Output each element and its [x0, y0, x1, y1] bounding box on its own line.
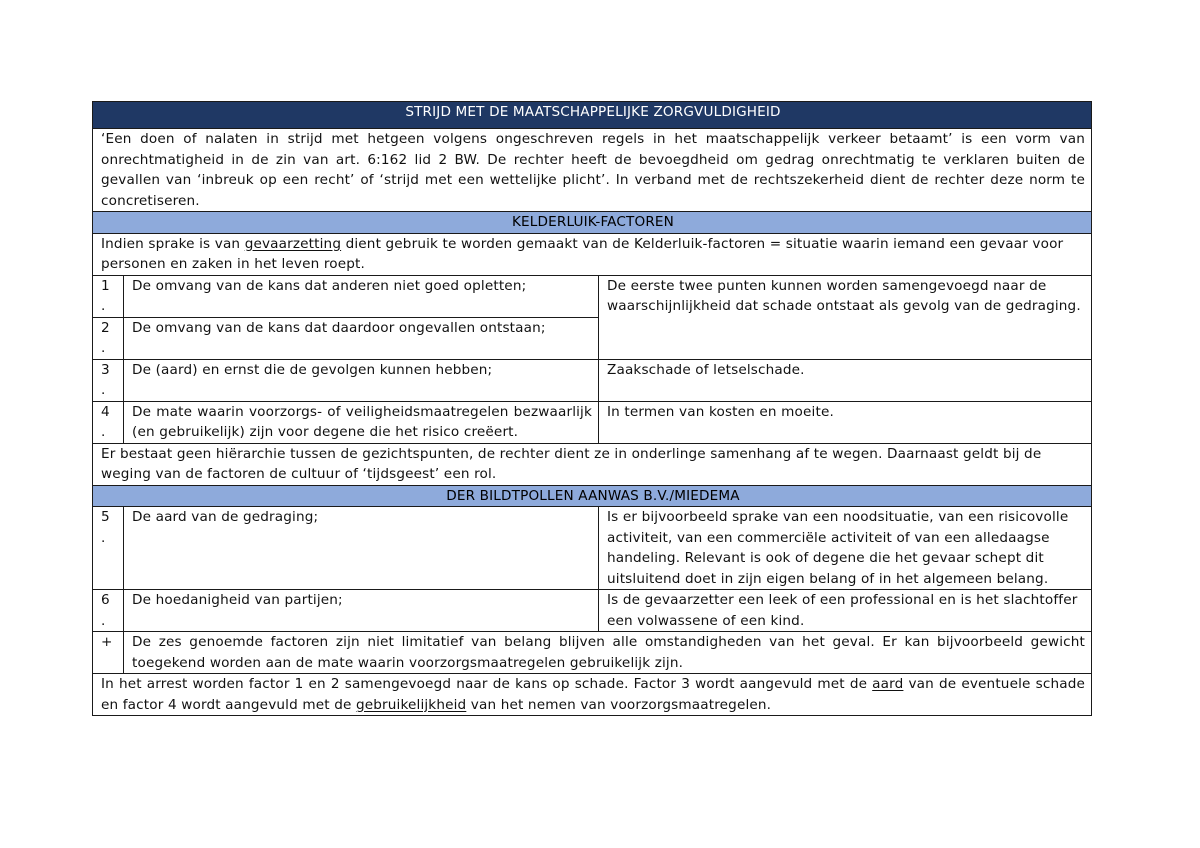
kelderluik-intro-row [93, 233, 1092, 275]
kelderluik-intro-text: Indien sprake is van gevaarzetting dient gebruik te worden gemaakt van de Kelderluik-factoren = situatie waarin iemand een gevaar voor personen en zaken in het leven roept. [93, 233, 1092, 275]
arrest-text: In het arrest worden factor 1 en 2 samengevoegd naar de kans op schade. Factor 3 wordt aangevuld met de aard van de eventuele schade en factor 4 wordt aangevuld met de gebruikelijkheid van het nemen van voorzorgsmaatregelen. [93, 674, 1092, 716]
factor-text: De omvang van de kans dat daardoor ongevallen ontstaan; [124, 317, 599, 359]
section-header-main: STRIJD MET DE MAATSCHAPPELIJKE ZORGVULDIGHEID [93, 102, 1092, 129]
factor-number: 6 . [93, 590, 124, 632]
factor-text: De hoedanigheid van partijen; [124, 590, 599, 632]
factor-note: Zaakschade of letselschade. [599, 359, 1092, 401]
factor-number: 3 . [93, 359, 124, 401]
factor-note: De eerste twee punten kunnen worden samengevoegd naar de waarschijnlijkheid dat schade ontstaat als gevolg van de gedraging. [599, 275, 1092, 359]
factor-number: 1 . [93, 275, 124, 317]
header-row-bildtpollen [93, 485, 1092, 507]
intro-text: ‘Een doen of nalaten in strijd met hetgeen volgens ongeschreven regels in het maatschappelijk verkeer betaamt’ is een vorm van onrechtmatigheid in de zin van art. 6:162 lid 2 BW. De rechter heeft de bevoegdheid om gedrag onrechtmatig te verklaren buiten de gevallen van ‘inbreuk op een recht’ of ‘strijd met een wettelijke plicht’. In verband met de rechtszekerheid dient de rechter deze norm te concretiseren. [93, 129, 1092, 212]
factor-text: De mate waarin voorzorgs- of veiligheidsmaatregelen bezwaarlijk (en gebruikelijk) zijn voor degene die het risico creëert. [124, 401, 599, 443]
factor-row [93, 507, 1092, 590]
factor-note: Is er bijvoorbeeld sprake van een noodsituatie, van een risicovolle activiteit, van een commerciële activiteit of van een alledaagse handeling. Relevant is ook of degene die het gevaar schept dit uitsluitend doet in zijn eigen belang of in het algemeen belang. [599, 507, 1092, 590]
section-header-bildtpollen: DER BILDTPOLLEN AANWAS B.V./MIEDEMA [93, 485, 1092, 507]
factor-note: Is de gevaarzetter een leek of een professional en is het slachtoffer een volwassene of een kind. [599, 590, 1092, 632]
hierarchy-text: Er bestaat geen hiërarchie tussen de gezichtspunten, de rechter dient ze in onderlinge samenhang af te wegen. Daarnaast geldt bij de weging van de factoren de cultuur of ‘tijdsgeest’ een rol. [93, 443, 1092, 485]
hierarchy-row [93, 443, 1092, 485]
plus-text: De zes genoemde factoren zijn niet limitatief van belang blijven alle omstandigheden van het geval. Er kan bijvoorbeeld gewicht toegekend worden aan de mate waarin voorzorgsmaatregelen gebruikelijk zijn. [124, 632, 1092, 674]
plus-row [93, 632, 1092, 674]
factor-row [93, 590, 1092, 632]
arrest-row [93, 674, 1092, 716]
section-header-kelderluik: KELDERLUIK-FACTOREN [93, 212, 1092, 234]
factor-note: In termen van kosten en moeite. [599, 401, 1092, 443]
plus-symbol: + [93, 632, 124, 674]
underlined-term: gebruikelijkheid [355, 696, 467, 713]
underlined-term: gevaarzetting [244, 235, 342, 252]
header-row-main [93, 102, 1092, 129]
factor-text: De (aard) en ernst die de gevolgen kunnen hebben; [124, 359, 599, 401]
factor-row [93, 401, 1092, 443]
factor-number: 2 . [93, 317, 124, 359]
factor-number: 5 . [93, 507, 124, 590]
factor-row [93, 359, 1092, 401]
factor-text: De omvang van de kans dat anderen niet goed opletten; [124, 275, 599, 317]
intro-row [93, 129, 1092, 212]
factor-row [93, 275, 1092, 317]
header-row-kelderluik [93, 212, 1092, 234]
summary-table [92, 101, 1092, 716]
factor-number: 4 . [93, 401, 124, 443]
factor-text: De aard van de gedraging; [124, 507, 599, 590]
underlined-term: aard [872, 676, 904, 692]
